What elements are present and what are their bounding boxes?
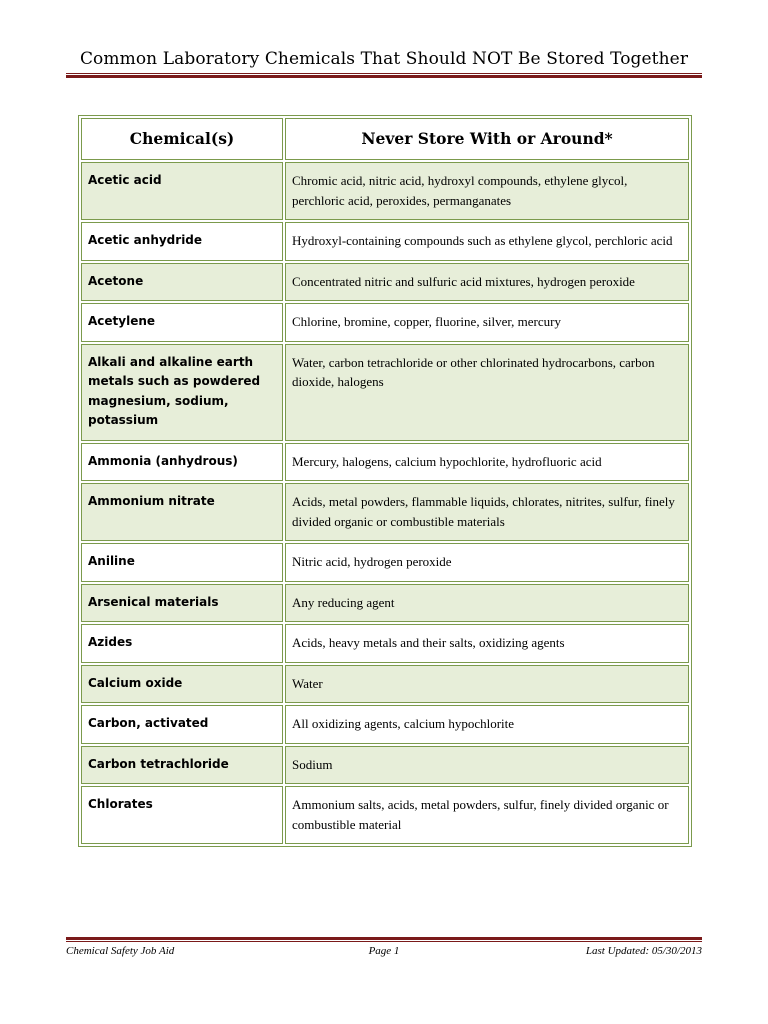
chemical-cell: Acetic anhydride: [81, 222, 283, 261]
table-row: [81, 746, 689, 785]
chemical-cell: Chlorates: [81, 786, 283, 844]
never-store-cell: Chlorine, bromine, copper, fluorine, silver, mercury: [285, 303, 689, 342]
chemical-cell: Acetic acid: [81, 162, 283, 220]
table-row: [81, 483, 689, 541]
table-row: [81, 665, 689, 704]
chemical-cell: Acetylene: [81, 303, 283, 342]
page-header: [66, 48, 702, 78]
table-row: [81, 624, 689, 663]
table-header-row: [81, 118, 689, 160]
page-title: Common Laboratory Chemicals That Should NOT Be Stored Together: [79, 49, 689, 69]
table-row: [81, 705, 689, 744]
chemical-cell: Ammonium nitrate: [81, 483, 283, 541]
chemical-cell: Calcium oxide: [81, 665, 283, 704]
table-row: [81, 786, 689, 844]
footer-row: [66, 945, 702, 957]
chemical-cell: Arsenical materials: [81, 584, 283, 623]
never-store-cell: Concentrated nitric and sulfuric acid mixtures, hydrogen peroxide: [285, 263, 689, 302]
table-row: [81, 222, 689, 261]
column-header-never-store: Never Store With or Around*: [285, 118, 689, 160]
never-store-cell: All oxidizing agents, calcium hypochlorite: [285, 705, 689, 744]
table-row: [81, 303, 689, 342]
page-footer: [66, 937, 702, 957]
table-row: [81, 543, 689, 582]
chemical-cell: Acetone: [81, 263, 283, 302]
chemicals-table: [78, 115, 692, 847]
never-store-cell: Nitric acid, hydrogen peroxide: [285, 543, 689, 582]
footer-page-number: Page 1: [368, 945, 400, 957]
table-row: [81, 162, 689, 220]
chemical-cell: Carbon tetrachloride: [81, 746, 283, 785]
table-row: [81, 344, 689, 441]
footer-rule-thin: [66, 941, 702, 942]
never-store-cell: Chromic acid, nitric acid, hydroxyl compounds, ethylene glycol, perchloric acid, peroxides, permanganates: [285, 162, 689, 220]
table-row: [81, 263, 689, 302]
footer-document-name: Chemical Safety Job Aid: [66, 945, 175, 957]
table-row: [81, 584, 689, 623]
chemical-cell: Alkali and alkaline earth metals such as powdered magnesium, sodium, potassium: [81, 344, 283, 441]
chemical-cell: Aniline: [81, 543, 283, 582]
chemicals-table-container: [78, 115, 690, 847]
header-rule-thin: [66, 73, 702, 74]
chemical-cell: Ammonia (anhydrous): [81, 443, 283, 482]
chemical-cell: Carbon, activated: [81, 705, 283, 744]
never-store-cell: Acids, heavy metals and their salts, oxidizing agents: [285, 624, 689, 663]
column-header-chemicals: Chemical(s): [81, 118, 283, 160]
never-store-cell: Ammonium salts, acids, metal powders, sulfur, finely divided organic or combustible material: [285, 786, 689, 844]
never-store-cell: Acids, metal powders, flammable liquids, chlorates, nitrites, sulfur, finely divided organic or combustible materials: [285, 483, 689, 541]
never-store-cell: Water: [285, 665, 689, 704]
never-store-cell: Mercury, halogens, calcium hypochlorite, hydrofluoric acid: [285, 443, 689, 482]
never-store-cell: Hydroxyl-containing compounds such as ethylene glycol, perchloric acid: [285, 222, 689, 261]
footer-last-updated: Last Updated: 05/30/2013: [585, 945, 702, 957]
never-store-cell: Any reducing agent: [285, 584, 689, 623]
footer-rule-thick: [66, 937, 702, 940]
table-row: [81, 443, 689, 482]
never-store-cell: Sodium: [285, 746, 689, 785]
never-store-cell: Water, carbon tetrachloride or other chlorinated hydrocarbons, carbon dioxide, halogens: [285, 344, 689, 441]
chemical-cell: Azides: [81, 624, 283, 663]
header-rule-thick: [66, 75, 702, 78]
